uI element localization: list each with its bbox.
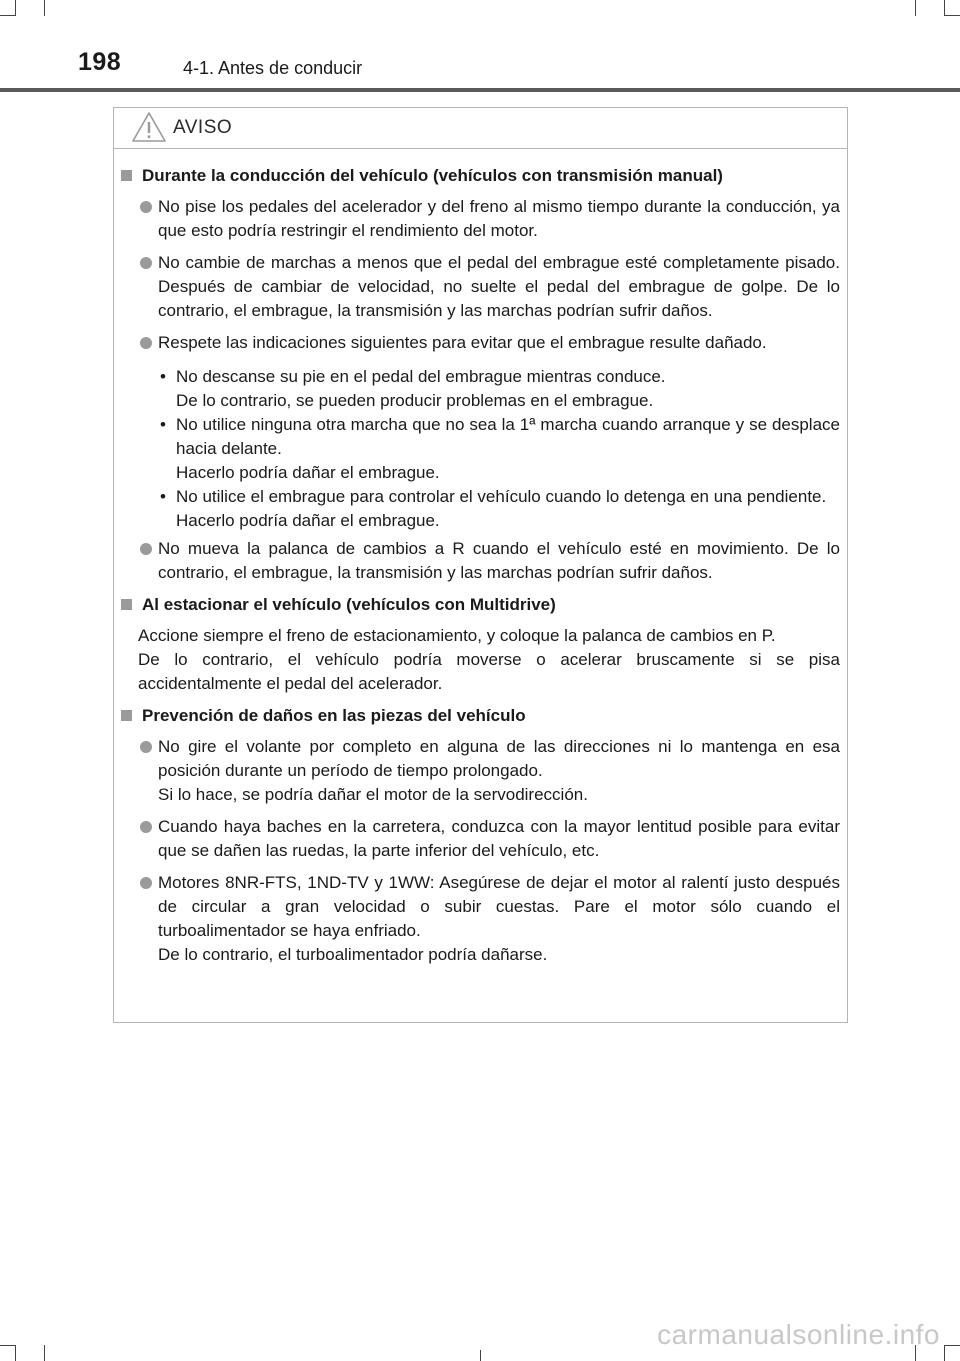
- crop-mark: [44, 1345, 45, 1361]
- list-item: Cuando haya baches en la carretera, conduzca con la mayor lentitud posible para evitar que se dañen las ruedas, la parte inferior del vehículo, etc.: [114, 815, 840, 863]
- list-item: Respete las indicaciones siguientes para evitar que el embrague resulte dañado.: [114, 331, 840, 355]
- circle-bullet-icon: [140, 337, 152, 349]
- warning-body: [114, 164, 849, 975]
- list-item: Motores 8NR-FTS, 1ND-TV y 1WW: Asegúrese de dejar el motor al ralentí justo después de circular a gran velocidad o subir cuestas. Pare el motor sólo cuando el turboalimentador se haya enfriado. De lo contrario, el turboalimentador podría dañarse.: [114, 871, 840, 967]
- sub-list-item: • No utilice ninguna otra marcha que no sea la 1ª marcha cuando arranque y se desplace hacia delante. Hacerlo podría dañar el embrague.: [160, 415, 840, 482]
- section-heading: Al estacionar el vehículo (vehículos con Multidrive): [118, 593, 842, 617]
- crop-mark: [944, 1345, 960, 1346]
- circle-bullet-icon: [140, 741, 152, 753]
- circle-bullet-icon: [140, 821, 152, 833]
- crop-mark: [944, 0, 945, 16]
- watermark: carmanualsonline.info: [657, 1319, 940, 1350]
- section-heading: Durante la conducción del vehículo (vehículos con transmisión manual): [118, 164, 842, 188]
- warning-triangle-icon: [131, 111, 167, 148]
- crop-mark: [15, 0, 16, 16]
- circle-bullet-icon: [140, 257, 152, 269]
- list-item: No cambie de marchas a menos que el pedal del embrague esté completamente pisado. Después de cambiar de velocidad, no suelte el pedal del embrague de golpe. De lo contrario, el embrague, la transmisión y las marchas podrían sufrir daños.: [114, 251, 840, 323]
- square-bullet-icon: [121, 599, 132, 610]
- circle-bullet-icon: [140, 543, 152, 555]
- page-number: 198: [78, 48, 122, 76]
- sub-bullet-icon: •: [160, 367, 166, 386]
- circle-bullet-icon: [140, 201, 152, 213]
- sub-list-item: • No descanse su pie en el pedal del embrague mientras conduce. De lo contrario, se pueden producir problemas en el embrague.: [160, 367, 666, 410]
- warning-box: [113, 107, 848, 1023]
- header-rule: [0, 88, 960, 92]
- warning-title: AVISO: [173, 117, 233, 138]
- section-heading: Prevención de daños en las piezas del vehículo: [118, 704, 842, 728]
- paragraph: Accione siempre el freno de estacionamiento, y coloque la palanca de cambios en P. De lo contrario, el vehículo podría moverse o acelerar bruscamente si se pisa accidentalmente el pedal del acelerador.: [138, 626, 840, 693]
- crop-mark: [44, 0, 45, 16]
- crop-mark: [0, 15, 16, 16]
- crop-mark: [944, 15, 960, 16]
- square-bullet-icon: [121, 170, 132, 181]
- sub-list: [114, 365, 849, 533]
- crop-mark: [15, 1345, 16, 1361]
- crop-mark: [0, 1345, 16, 1346]
- list-item: No mueva la palanca de cambios a R cuando el vehículo esté en movimiento. De lo contrario, el embrague, la transmisión y las marchas podrían sufrir daños.: [114, 537, 840, 585]
- list-item: No pise los pedales del acelerador y del freno al mismo tiempo durante la conducción, ya que esto podría restringir el rendimiento del motor.: [114, 195, 840, 243]
- section-title: 4-1. Antes de conducir: [183, 58, 363, 78]
- crop-mark: [915, 0, 916, 16]
- crop-mark: [944, 1345, 945, 1361]
- square-bullet-icon: [121, 710, 132, 721]
- sub-bullet-icon: •: [160, 415, 166, 434]
- warning-header: [114, 108, 847, 149]
- sub-list-item: • No utilice el embrague para controlar el vehículo cuando lo detenga en una pendiente. Hacerlo podría dañar el embrague.: [160, 487, 827, 530]
- crop-mark: [480, 1350, 481, 1361]
- list-item: No gire el volante por completo en alguna de las direcciones ni lo mantenga en esa posición durante un período de tiempo prolongado. Si lo hace, se podría dañar el motor de la servodirección.: [114, 735, 840, 807]
- circle-bullet-icon: [140, 877, 152, 889]
- sub-bullet-icon: •: [160, 487, 166, 506]
